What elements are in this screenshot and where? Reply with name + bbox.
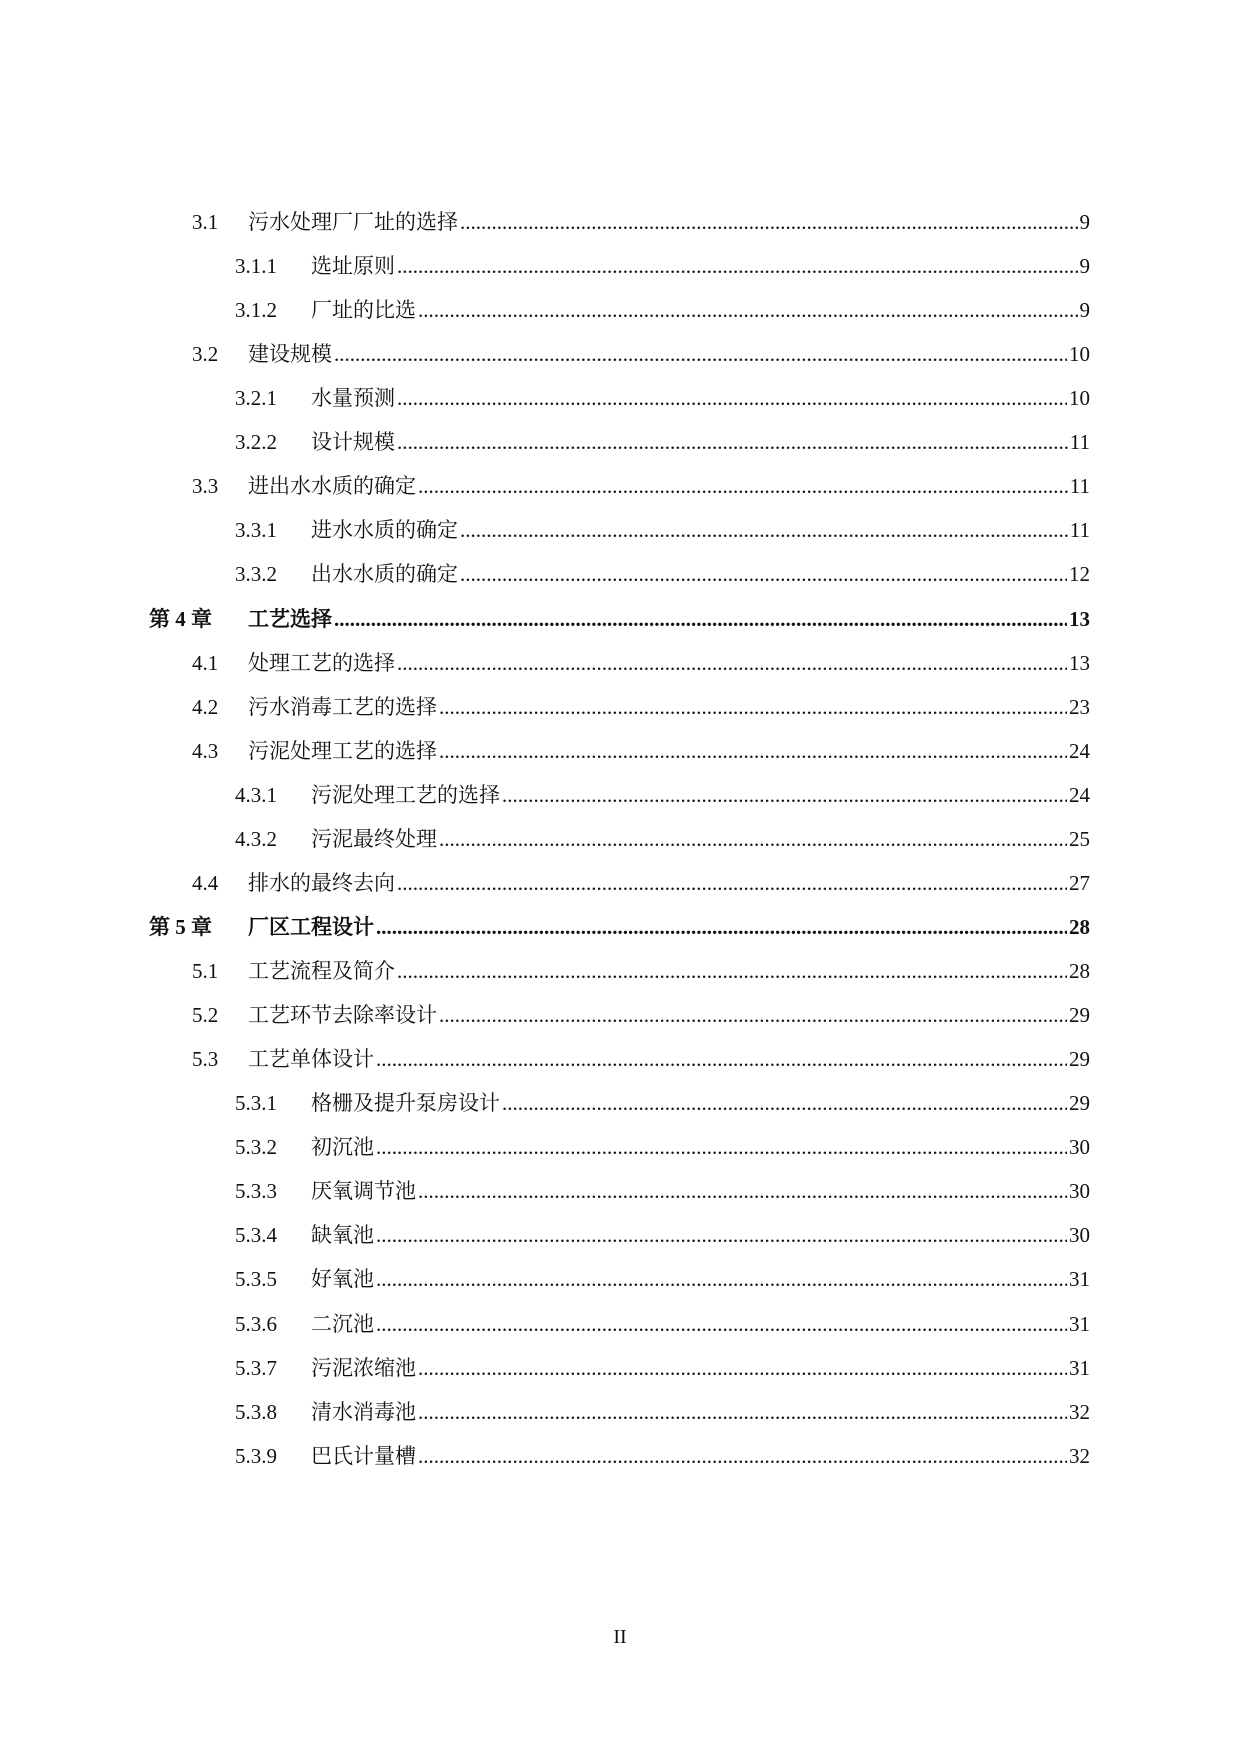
toc-entry[interactable]	[0, 867, 1090, 899]
toc-entry[interactable]	[0, 823, 1090, 855]
toc-entry[interactable]	[0, 1087, 1090, 1119]
toc-entry-page: 27	[1069, 870, 1090, 895]
toc-leader-dots	[376, 1131, 1067, 1163]
toc-entry-title: 选址原则	[311, 250, 397, 282]
toc-leader-dots	[334, 603, 1067, 635]
toc-entry[interactable]	[0, 779, 1090, 811]
toc-entry-title: 工艺选择	[248, 603, 334, 635]
toc-leader-dots	[418, 1175, 1067, 1207]
toc-entry-number: 3.1.2	[235, 298, 277, 323]
toc-entry-number: 3.3.2	[235, 562, 277, 587]
toc-entry[interactable]	[0, 1043, 1090, 1075]
toc-entry-page: 9	[1079, 254, 1090, 279]
toc-entry-title: 建设规模	[248, 338, 334, 370]
toc-entry[interactable]	[0, 1352, 1090, 1384]
toc-entry[interactable]	[0, 338, 1090, 370]
toc-entry[interactable]	[0, 558, 1090, 590]
toc-leader-dots	[439, 691, 1067, 723]
toc-entry[interactable]	[0, 206, 1090, 238]
toc-leader-dots	[376, 1043, 1067, 1075]
toc-leader-dots	[460, 206, 1078, 238]
toc-entry[interactable]	[0, 470, 1090, 502]
toc-entry[interactable]	[0, 294, 1090, 326]
toc-leader-dots	[376, 1308, 1067, 1340]
toc-leader-dots	[418, 1396, 1067, 1428]
toc-leader-dots	[460, 514, 1068, 546]
toc-entry-page: 30	[1069, 1179, 1090, 1204]
toc-entry-page: 11	[1069, 474, 1090, 499]
toc-entry[interactable]	[0, 647, 1090, 679]
toc-entry-title: 清水消毒池	[311, 1396, 418, 1428]
toc-entry[interactable]	[0, 250, 1090, 282]
toc-entry-number: 5.3.5	[235, 1267, 277, 1292]
toc-leader-dots	[397, 955, 1067, 987]
toc-entry-title: 格栅及提升泵房设计	[311, 1087, 502, 1119]
toc-entry-page: 30	[1069, 1135, 1090, 1160]
toc-entry[interactable]	[0, 1175, 1090, 1207]
toc-leader-dots	[376, 911, 1067, 943]
toc-entry-page: 29	[1069, 1091, 1090, 1116]
toc-leader-dots	[397, 250, 1078, 282]
toc-leader-dots	[376, 1263, 1067, 1295]
toc-entry-page: 13	[1069, 606, 1090, 631]
toc-entry-page: 30	[1069, 1223, 1090, 1248]
toc-entry-number: 5.3.6	[235, 1311, 277, 1336]
toc-entry[interactable]	[0, 603, 1090, 635]
toc-entry-title: 厂址的比选	[311, 294, 418, 326]
toc-entry-title: 厂区工程设计	[248, 911, 376, 943]
toc-entry-page: 10	[1069, 342, 1090, 367]
toc-entry-number: 5.2	[192, 1003, 219, 1028]
toc-entry-page: 32	[1069, 1443, 1090, 1468]
toc-entry-number: 4.3.2	[235, 826, 277, 851]
toc-entry-number: 5.3.7	[235, 1355, 277, 1380]
toc-entry-title: 污水消毒工艺的选择	[248, 691, 439, 723]
toc-entry-page: 10	[1069, 386, 1090, 411]
toc-entry-number: 5.3.9	[235, 1443, 277, 1468]
toc-entry-number: 3.2	[192, 342, 219, 367]
toc-entry[interactable]	[0, 1131, 1090, 1163]
toc-entry-page: 23	[1069, 694, 1090, 719]
toc-entry-number: 5.1	[192, 959, 219, 984]
toc-entry[interactable]	[0, 426, 1090, 458]
toc-entry-number: 3.3	[192, 474, 219, 499]
toc-entry-number: 3.2.1	[235, 386, 277, 411]
toc-entry-title: 进出水水质的确定	[248, 470, 418, 502]
toc-entry-page: 31	[1069, 1311, 1090, 1336]
toc-leader-dots	[439, 999, 1067, 1031]
toc-entry-title: 设计规模	[311, 426, 397, 458]
toc-leader-dots	[334, 338, 1067, 370]
toc-entry-title: 工艺环节去除率设计	[248, 999, 439, 1031]
toc-entry-title: 初沉池	[311, 1131, 376, 1163]
toc-entry-page: 28	[1069, 959, 1090, 984]
toc-entry[interactable]	[0, 911, 1090, 943]
toc-entry[interactable]	[0, 999, 1090, 1031]
toc-entry-number: 5.3.2	[235, 1135, 277, 1160]
toc-entry-title: 污泥最终处理	[311, 823, 439, 855]
toc-entry-number: 4.1	[192, 650, 219, 675]
toc-entry[interactable]	[0, 382, 1090, 414]
toc-leader-dots	[418, 1440, 1067, 1472]
toc-entry-number: 4.4	[192, 870, 219, 895]
toc-entry-page: 24	[1069, 782, 1090, 807]
toc-entry-page: 29	[1069, 1047, 1090, 1072]
toc-entry-title: 出水水质的确定	[311, 558, 460, 590]
toc-entry[interactable]	[0, 1396, 1090, 1428]
toc-entry-page: 11	[1069, 518, 1090, 543]
toc-entry-number: 第 5 章	[149, 914, 212, 939]
toc-entry-page: 24	[1069, 738, 1090, 763]
toc-entry-number: 3.3.1	[235, 518, 277, 543]
toc-entry-number: 5.3.3	[235, 1179, 277, 1204]
toc-leader-dots	[439, 735, 1067, 767]
toc-entry-page: 29	[1069, 1003, 1090, 1028]
toc-entry-title: 处理工艺的选择	[248, 647, 397, 679]
toc-entry-page: 31	[1069, 1355, 1090, 1380]
page-number: II	[613, 1626, 627, 1648]
toc-entry-number: 4.3	[192, 738, 219, 763]
toc-entry-number: 4.2	[192, 694, 219, 719]
toc-entry-page: 9	[1079, 298, 1090, 323]
toc-entry-title: 工艺流程及简介	[248, 955, 397, 987]
toc-leader-dots	[439, 823, 1067, 855]
toc-entry-page: 13	[1069, 650, 1090, 675]
toc-leader-dots	[418, 1352, 1067, 1384]
toc-leader-dots	[397, 647, 1067, 679]
toc-entry-title: 进水水质的确定	[311, 514, 460, 546]
toc-entry-number: 3.1	[192, 210, 219, 234]
toc-leader-dots	[397, 426, 1068, 458]
toc-entry-number: 3.1.1	[235, 254, 277, 279]
toc-entry-page: 28	[1069, 914, 1090, 939]
toc-entry[interactable]	[0, 1440, 1090, 1472]
toc-entry-title: 工艺单体设计	[248, 1043, 376, 1075]
toc-leader-dots	[502, 1087, 1067, 1119]
toc-entry-title: 污泥处理工艺的选择	[311, 779, 502, 811]
toc-leader-dots	[460, 558, 1067, 590]
toc-entry-number: 5.3	[192, 1047, 219, 1072]
toc-entry-title: 排水的最终去向	[248, 867, 397, 899]
toc-entry-page: 31	[1069, 1267, 1090, 1292]
toc-entry-page: 9	[1079, 210, 1090, 234]
toc-entry-title: 污水处理厂厂址的选择	[248, 206, 460, 238]
toc-entry[interactable]	[0, 1263, 1090, 1295]
toc-entry[interactable]	[0, 735, 1090, 767]
toc-entry-page: 11	[1069, 430, 1090, 455]
toc-entry[interactable]	[0, 955, 1090, 987]
toc-entry-title: 二沉池	[311, 1308, 376, 1340]
toc-entry-title: 污泥浓缩池	[311, 1352, 418, 1384]
toc-entry-title: 缺氧池	[311, 1219, 376, 1251]
toc-entry-title: 污泥处理工艺的选择	[248, 735, 439, 767]
toc-entry-title: 巴氏计量槽	[311, 1440, 418, 1472]
toc-entry-number: 5.3.1	[235, 1091, 277, 1116]
toc-entry-title: 厌氧调节池	[311, 1175, 418, 1207]
toc-leader-dots	[376, 1219, 1067, 1251]
toc-leader-dots	[418, 294, 1078, 326]
toc-entry-number: 5.3.4	[235, 1223, 277, 1248]
toc-leader-dots	[397, 382, 1067, 414]
toc-entry-page: 25	[1069, 826, 1090, 851]
toc-entry-page: 32	[1069, 1399, 1090, 1424]
toc-entry-number: 4.3.1	[235, 782, 277, 807]
toc-entry[interactable]	[0, 1219, 1090, 1251]
toc-entry-title: 水量预测	[311, 382, 397, 414]
toc-leader-dots	[397, 867, 1067, 899]
toc-entry-page: 12	[1069, 562, 1090, 587]
toc-leader-dots	[418, 470, 1068, 502]
toc-entry-number: 第 4 章	[149, 606, 212, 631]
toc-entry[interactable]	[0, 514, 1090, 546]
toc-entry[interactable]	[0, 691, 1090, 723]
toc-entry[interactable]	[0, 1308, 1090, 1340]
toc-entry-number: 5.3.8	[235, 1399, 277, 1424]
toc-entry-number: 3.2.2	[235, 430, 277, 455]
toc-leader-dots	[502, 779, 1067, 811]
toc-entry-title: 好氧池	[311, 1263, 376, 1295]
